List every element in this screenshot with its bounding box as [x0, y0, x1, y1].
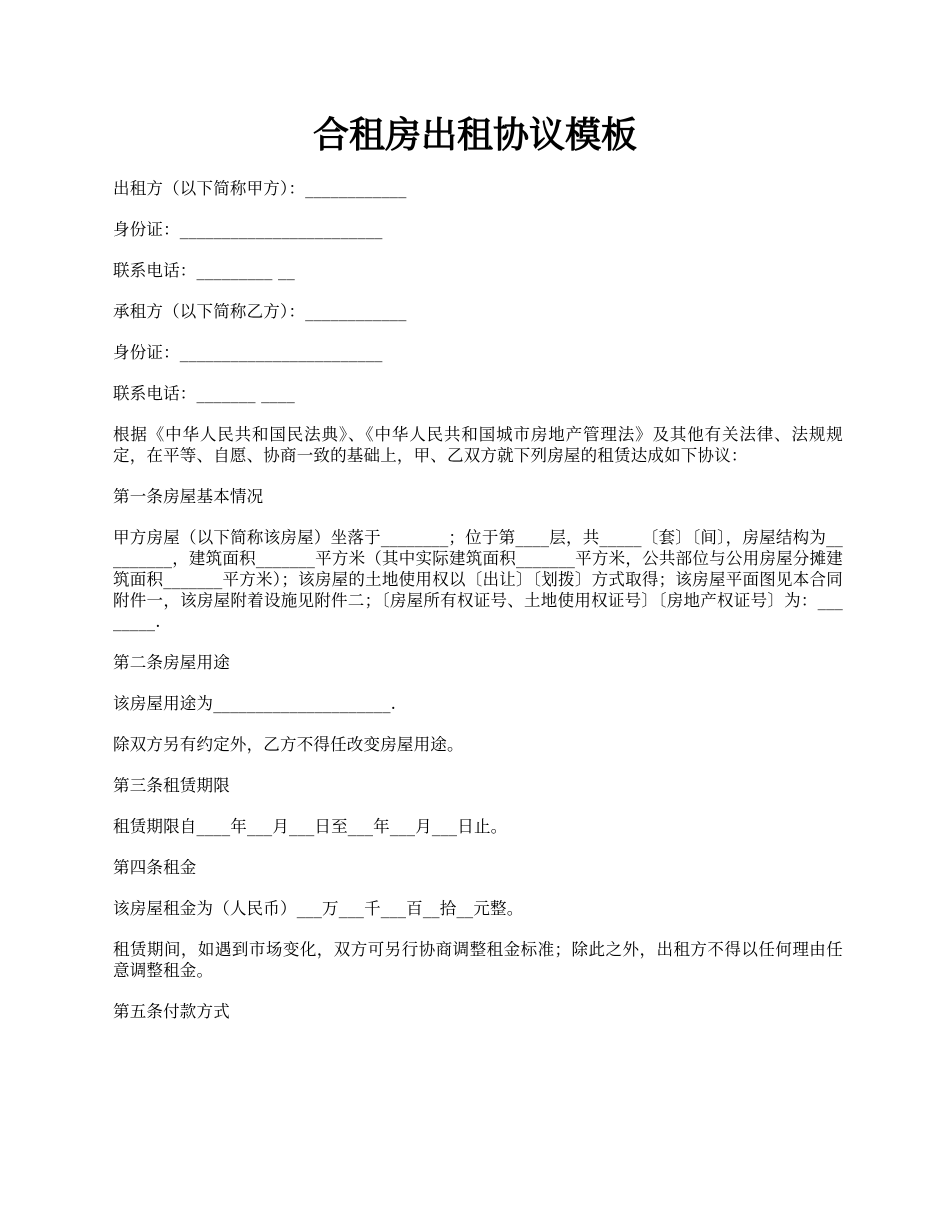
article-4-rent-line: 该房屋租金为（人民币）___万___千___百__拾__元整。	[113, 899, 524, 918]
lessor-phone-line: 联系电话：_________ __	[113, 261, 295, 280]
article-2-restriction: 除双方另有约定外，乙方不得任改变房屋用途。	[113, 735, 464, 754]
lessee-phone-line: 联系电话：_______ ____	[113, 384, 295, 403]
article-1-body: 甲方房屋（以下简称该房屋）坐落于________；位于第____层，共_____〔套〕〔间〕，房屋结构为_________，建筑面积_______平方米（其中实际建筑面积_______平方米，公共部位与公用房屋分摊建筑面积_______平方米）；该房屋的土地使用权以〔出让〕〔划拨〕方式取得；该房屋平面图见本合同附件一，该房屋附着设施见附件二；〔房屋所有权证号、土地使用权证号〕〔房地产权证号〕为：________.	[113, 528, 843, 631]
article-3-term-line: 租赁期限自____年___月___日至___年___月___日止。	[113, 817, 508, 836]
article-5-heading: 第五条付款方式	[113, 1002, 230, 1021]
document-title: 合租房出租协议模板	[312, 115, 637, 156]
article-4-heading: 第四条租金	[113, 858, 197, 877]
lessee-name-line: 承租方（以下简称乙方）：____________	[113, 302, 407, 321]
article-4-adjustment: 租赁期间，如遇到市场变化，双方可另行协商调整租金标准；除此之外，出租方不得以任何理由任意调整租金。	[113, 940, 843, 980]
lessee-id-line: 身份证：________________________	[113, 343, 383, 362]
article-2-usage-line: 该房屋用途为_____________________.	[113, 694, 397, 713]
document-body	[113, 178, 843, 1042]
article-3-heading: 第三条租赁期限	[113, 776, 230, 795]
lessor-name-line: 出租方（以下简称甲方）：____________	[113, 179, 407, 198]
preamble-paragraph: 根据《中华人民共和国民法典》、《中华人民共和国城市房地产管理法》及其他有关法律、法规规定，在平等、自愿、协商一致的基础上，甲、乙双方就下列房屋的租赁达成如下协议：	[113, 425, 843, 465]
lessor-id-line: 身份证：________________________	[113, 220, 383, 239]
article-2-heading: 第二条房屋用途	[113, 653, 230, 672]
article-1-heading: 第一条房屋基本情况	[113, 487, 264, 506]
